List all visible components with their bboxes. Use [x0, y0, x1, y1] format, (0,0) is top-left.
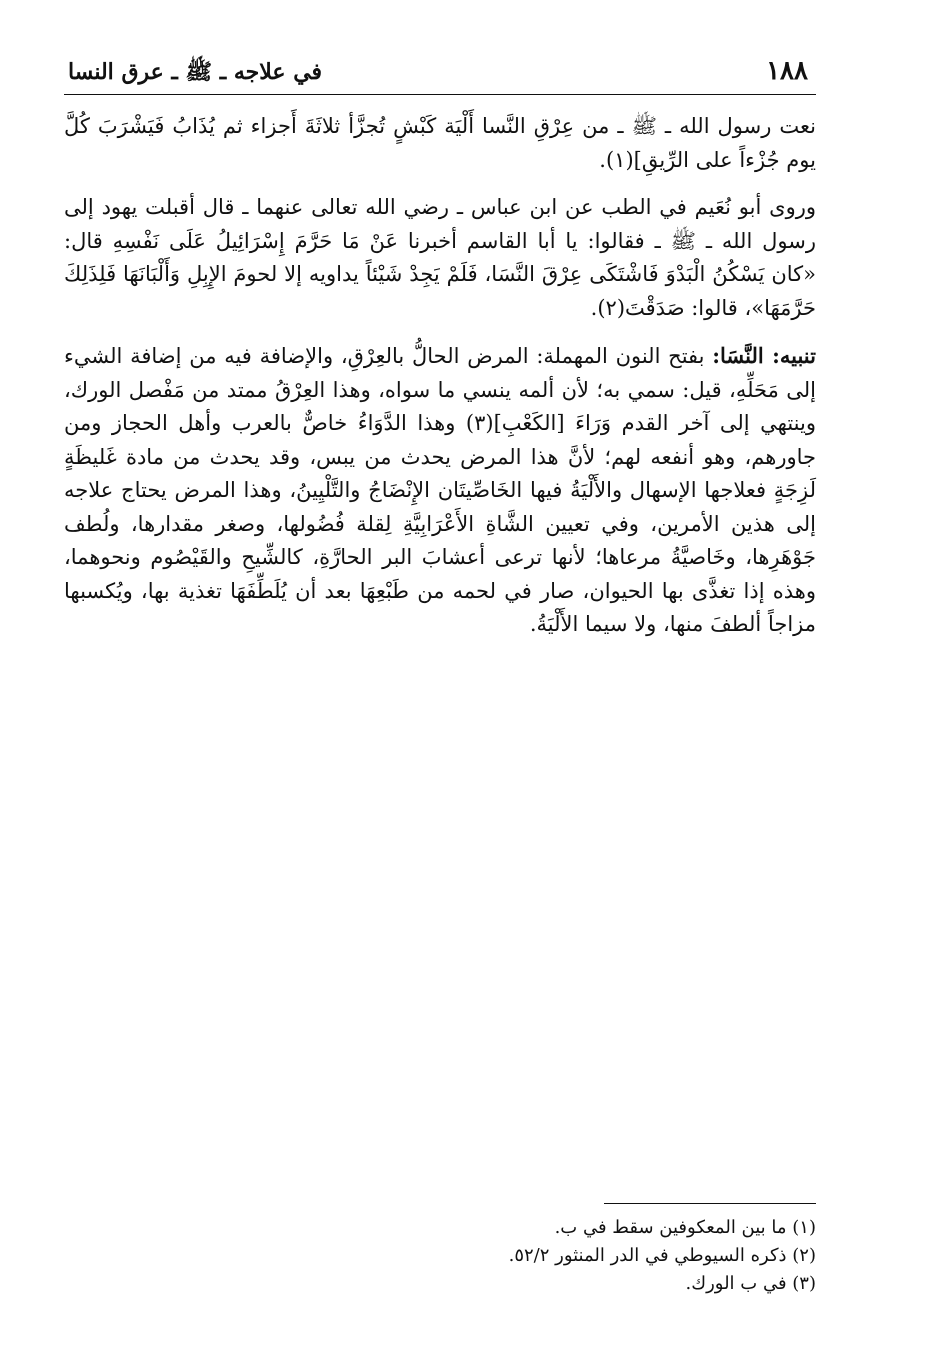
footnote-2: (٢) ذكره السيوطي في الدر المنثور ٥٢/٢.	[508, 1245, 816, 1266]
paragraph-text: وروى أبو نُعَيم في الطب عن ابن عباس ـ رضي الله تعالى عنهما ـ قال أقبلت يهود إلى رسول الله ـ ﷺ ـ فقالوا: يا أبا القاسم أخبرنا عَنْ مَا حَرَّمَ إِسْرَائِيلُ عَلَى نَفْسِهِ قال: «كان يَسْكُنُ الْبَدْوَ فَاشْتَكَى عِرْقَ النَّسَا، فَلَمْ يَجِدْ شَيْئاً يداويه إلا لحومَ الإِبِلِ وَأَلْبَانَهَا فَلِذَلِكَ حَرَّمَهَا»، قالوا: صَدَقْتَ(٢).	[64, 195, 816, 320]
paragraph-hadith-tail	[64, 110, 816, 177]
note-label: تنبيه: النَّسَا:	[712, 343, 816, 368]
running-title: في علاجه ـ ﷺ ـ عرق النسا	[68, 59, 323, 85]
paragraph-text: نعت رسول الله ـ ﷺ ـ من عِرْقِ النَّسا أَلْيَة كَبْشٍ تُجزَّأ ثلاثَةَ أَجزاء ثم يُذَابُ فَيَشْرَبَ كُلَّ يوم جُزْءاً على الرِّيقِ](١).	[64, 114, 816, 172]
paragraph-text: بفتح النون المهملة: المرض الحالُّ بالعِرْقِ، والإضافة فيه من إضافة الشيء إلى مَحَلِّهِ، قيل: سمي به؛ لأن ألمه ينسي ما سواه، وهذا العِرْقُ ممتد من مَفْصل الورك، وينتهي إلى آخر القدم وَرَاءَ [الكَعْبِ](٣) وهذا الدَّوَاءُ خاصٌّ بالعرب وأهل الحجاز ومن جاورهم، وهو أنفعه لهم؛ لأنَّ هذا المرض يحدث من يبس، وقد يحدث من مادة غَليظَةٍ لَزِجَةٍ فعلاجها الإسهال والأَلْيَةُ فيها الخَاصِّيتَان الإِنْضَاجُ والتَّلْيِينُ، وهذا المرض يحتاج علاجه إلى هذين الأمرين، وفي تعيين الشَّاةِ الأَعْرَابِيَّةِ لِقلة فُضُولها، وصغر مقدارها، ولُطف جَوْهَرِها، وخَاصيَّةُ مرعاها؛ لأنها ترعى أعشابَ البر الحارَّةِ، كالشِّيحِ والقَيْصُوم ونحوهما، وهذه إذا تغذَّى بها الحيوان، صار في لحمه من طَبْعِهَا بعد أن يُلَطِّفَهَا تغذية بها، ويُكسبها مزاجاً ألطفَ منها، ولا سيما الأَلْيَةُ.	[64, 344, 816, 636]
header-divider	[64, 94, 816, 95]
paragraph-note	[64, 339, 816, 642]
paragraph-abu-nuaym	[64, 191, 816, 325]
footnotes	[64, 1214, 816, 1298]
main-text	[64, 110, 816, 656]
footnote-divider	[604, 1203, 816, 1204]
footnote-3: (٣) في ب الورك.	[685, 1273, 816, 1294]
footnote-1: (١) ما بين المعكوفين سقط في ب.	[554, 1217, 816, 1238]
page-number: ١٨٨	[766, 56, 808, 86]
page-header	[64, 52, 816, 92]
